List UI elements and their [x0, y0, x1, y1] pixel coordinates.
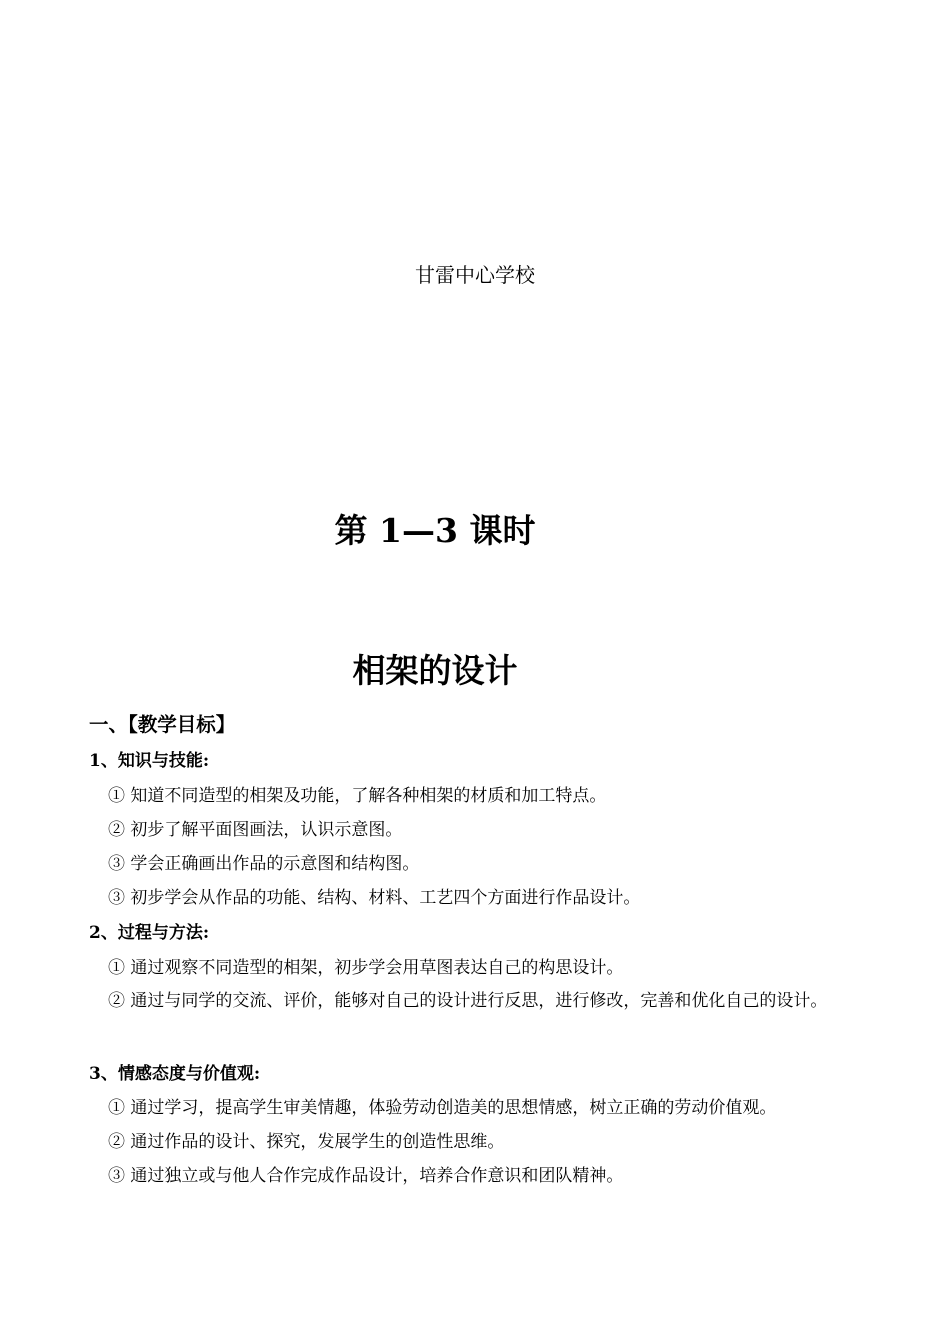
- list-item: ① 通过学习，提高学生审美情趣，体验劳动创造美的思想情感，树立正确的劳动价值观。: [108, 1098, 777, 1118]
- objective-label-emotion: 3、情感态度与价值观:: [89, 1064, 261, 1084]
- section-heading-teaching-objectives: 一、【教学目标】: [89, 713, 236, 736]
- list-item: ③ 学会正确画出作品的示意图和结构图。: [108, 854, 420, 874]
- list-item: ① 知道不同造型的相架及功能，了解各种相架的材质和加工特点。: [108, 786, 607, 806]
- list-item: ② 通过与同学的交流、评价，能够对自己的设计进行反思，进行修改，完善和优化自己的设计。: [108, 991, 828, 1011]
- objective-label-process: 2、过程与方法:: [89, 923, 210, 943]
- objective-label-knowledge: 1、知识与技能:: [89, 751, 210, 771]
- list-item: ② 初步了解平面图画法，认识示意图。: [108, 820, 403, 840]
- school-name: 甘雷中心学校: [415, 263, 535, 287]
- list-item: ③ 通过独立或与他人合作完成作品设计，培养合作意识和团队精神。: [108, 1166, 624, 1186]
- lesson-number-title: 第 1—3 课时: [334, 511, 536, 550]
- lesson-title: 相架的设计: [352, 651, 518, 690]
- list-item: ② 通过作品的设计、探究，发展学生的创造性思维。: [108, 1132, 505, 1152]
- list-item: ① 通过观察不同造型的相架，初步学会用草图表达自己的构思设计。: [108, 958, 624, 978]
- list-item: ③ 初步学会从作品的功能、结构、材料、工艺四个方面进行作品设计。: [108, 888, 641, 908]
